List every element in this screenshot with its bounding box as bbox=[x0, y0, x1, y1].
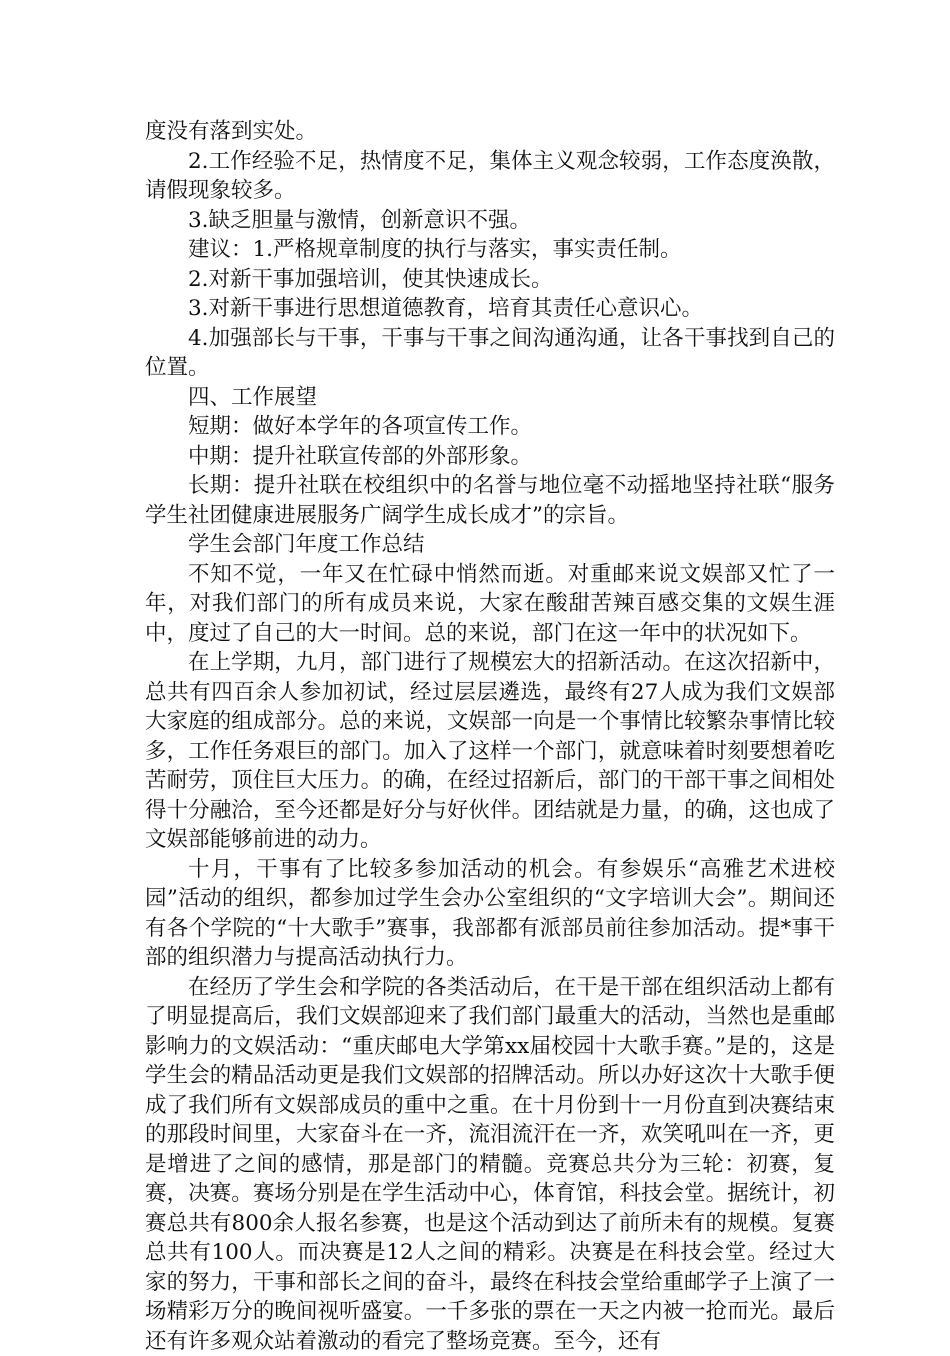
paragraph: 2.工作经验不足，热情度不足，集体主义观念较弱，工作态度涣散，请假现象较多。 bbox=[145, 147, 835, 206]
document-page bbox=[145, 117, 835, 1356]
paragraph: 2.对新干事加强培训，使其快速成长。 bbox=[145, 265, 835, 295]
paragraph: 3.对新干事进行思想道德教育，培育其责任心意识心。 bbox=[145, 294, 835, 324]
paragraph: 十月，干事有了比较多参加活动的机会。有参娱乐“高雅艺术进校园”活动的组织，都参加过学生会办公室组织的“文字培训大会”。期间还有各个学院的“十大歌手”赛事，我部都有派部员前往参加活动。提*事干部的组织潜力与提高活动执行力。 bbox=[145, 855, 835, 973]
paragraph: 长期：提升社联在校组织中的名誉与地位毫不动摇地坚持社联“服务学生社团健康进展服务广阔学生成长成才”的宗旨。 bbox=[145, 471, 835, 530]
paragraph: 4.加强部长与干事，干事与干事之间沟通沟通，让各干事找到自己的位置。 bbox=[145, 324, 835, 383]
paragraph: 在上学期，九月，部门进行了规模宏大的招新活动。在这次招新中，总共有四百余人参加初试，经过层层遴选，最终有27人成为我们文娱部大家庭的组成部分。总的来说，文娱部一向是一个事情比较繁杂事情比较多，工作任务艰巨的部门。加入了这样一个部门，就意味着时刻要想着吃苦耐劳，顶住巨大压力。的确，在经过招新后，部门的干部干事之间相处得十分融洽，至今还都是好分与好伙伴。团结就是力量，的确，这也成了文娱部能够前进的动力。 bbox=[145, 648, 835, 855]
paragraph: 3.缺乏胆量与激情，创新意识不强。 bbox=[145, 206, 835, 236]
paragraph: 建议：1.严格规章制度的执行与落实，事实责任制。 bbox=[145, 235, 835, 265]
paragraph: 度没有落到实处。 bbox=[145, 117, 835, 147]
document-title: 学生会部门年度工作总结 bbox=[145, 530, 835, 560]
paragraph: 不知不觉，一年又在忙碌中悄然而逝。对重邮来说文娱部又忙了一年，对我们部门的所有成员来说，大家在酸甜苦辣百感交集的文娱生涯中，度过了自己的大一时间。总的来说，部门在这一年中的状况如下。 bbox=[145, 560, 835, 649]
section-heading: 四、工作展望 bbox=[145, 383, 835, 413]
paragraph: 在经历了学生会和学院的各类活动后，在干是干部在组织活动上都有了明显提高后，我们文娱部迎来了我们部门最重大的活动，当然也是重邮影响力的文娱活动：“重庆邮电大学第xx届校园十大歌手赛。”是的，这是学生会的精品活动更是我们文娱部的招牌活动。所以办好这次十大歌手便成了我们所有文娱部成员的重中之重。在十月份到十一月份直到决赛结束的那段时间里，大家奋斗在一齐，流泪流汗在一齐，欢笑吼叫在一齐，更是增进了之间的感情，那是部门的精髓。竞赛总共分为三轮：初赛，复赛，决赛。赛场分别是在学生活动中心，体育馆，科技会堂。据统计，初赛总共有800余人报名参赛，也是这个活动到达了前所未有的规模。复赛总共有100人。而决赛是12人之间的精彩。决赛是在科技会堂。经过大家的努力，干事和部长之间的奋斗，最终在科技会堂给重邮学子上演了一场精彩万分的晚间视听盛宴。一千多张的票在一天之内被一抢而光。最后还有许多观众站着激动的看完了整场竞赛。至今，还有 bbox=[145, 973, 835, 1356]
paragraph: 短期：做好本学年的各项宣传工作。 bbox=[145, 412, 835, 442]
paragraph: 中期：提升社联宣传部的外部形象。 bbox=[145, 442, 835, 472]
